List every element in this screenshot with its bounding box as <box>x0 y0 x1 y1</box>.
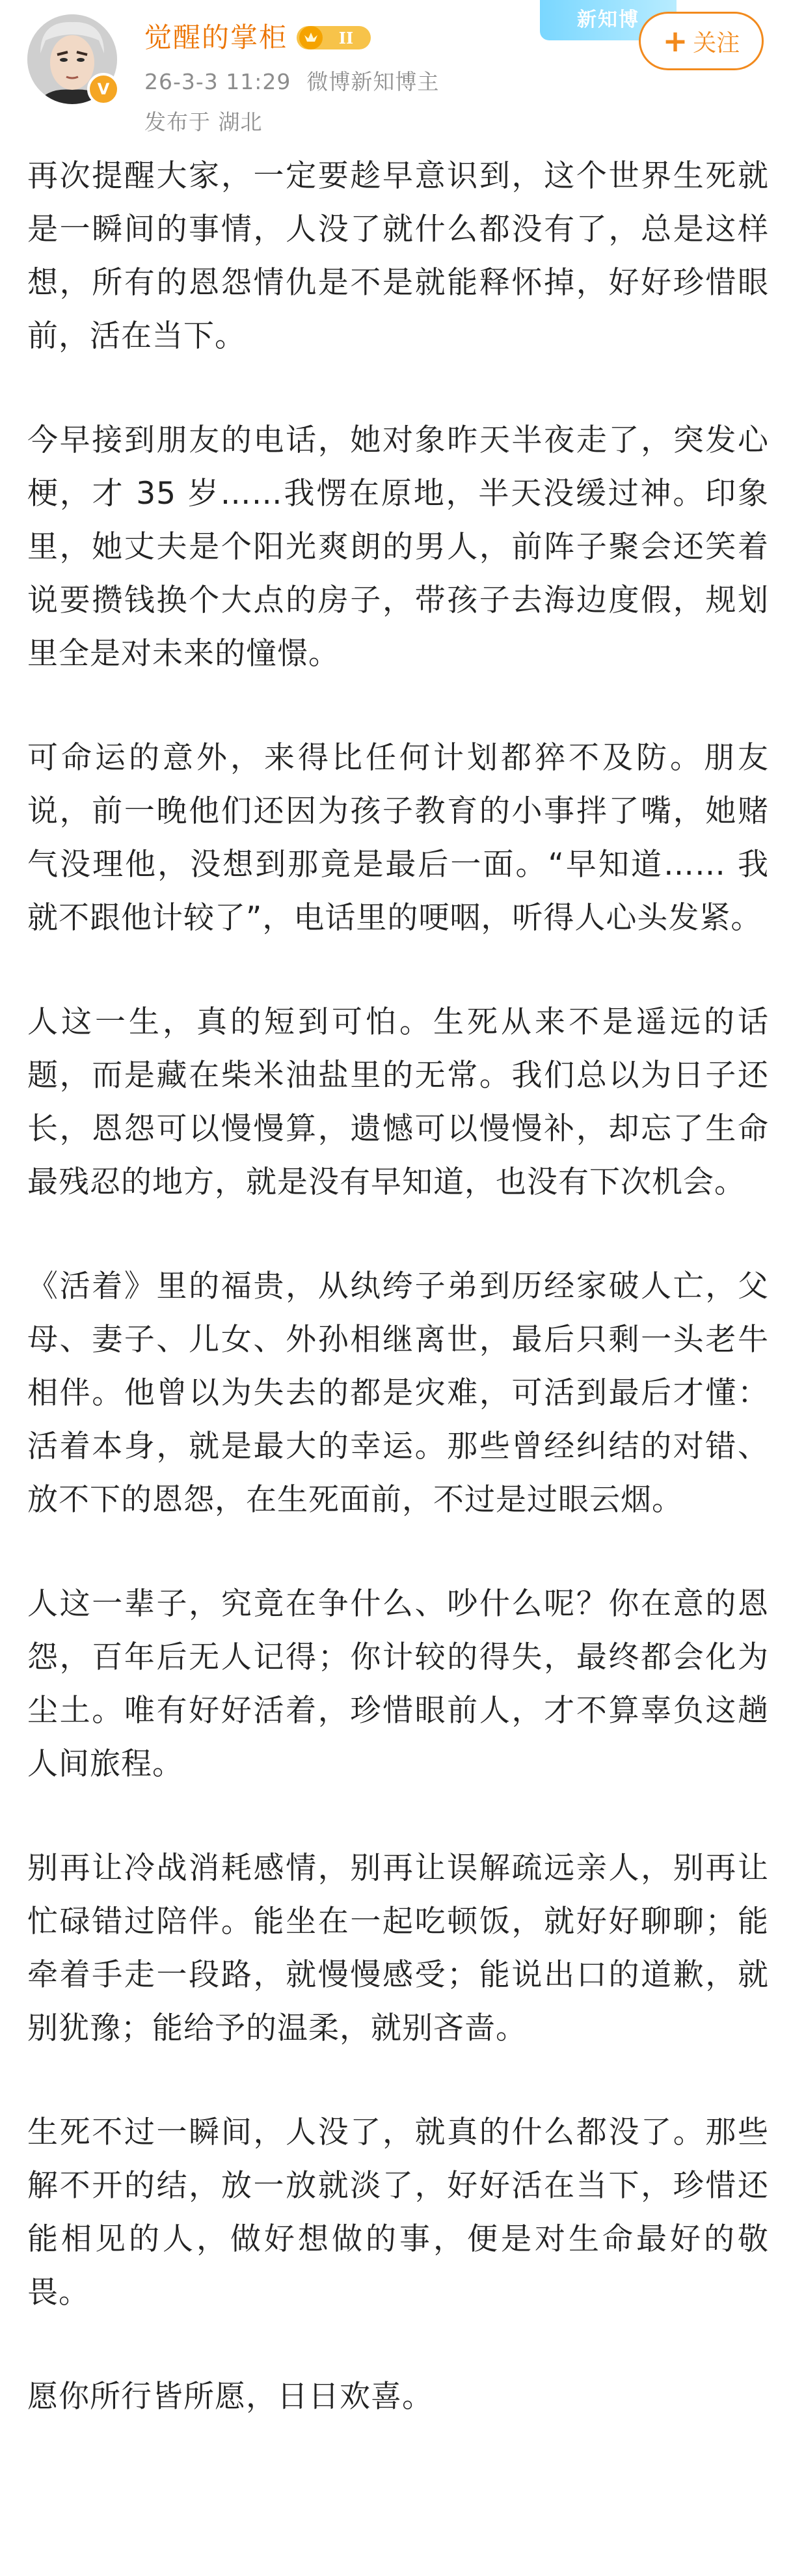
post-paragraph: 生死不过一瞬间，人没了，就真的什么都没了。那些解不开的结，放一放就淡了，好好活在当下，珍惜还能相见的人，做好想做的事，便是对生命最好的敬畏。 <box>27 2115 769 2310</box>
author-name[interactable]: 觉醒的掌柜 <box>144 21 288 53</box>
post-meta <box>144 68 439 96</box>
post-paragraph: 《活着》里的福贵，从纨绔子弟到历经家破人亡，父母、妻子、儿女、外孙相继离世，最后只剩一头老牛相伴。他曾以为失去的都是灾难，可活到最后才懂：活着本身，就是最大的幸运。那些曾经纠结的对错、放不下的恩怨，在生死面前，不过是过眼云烟。 <box>27 1268 769 1518</box>
fan-level-text: II <box>338 29 354 48</box>
post-body <box>27 150 769 2474</box>
plus-icon: + <box>662 23 688 59</box>
post-paragraph: 愿你所行皆所愿，日日欢喜。 <box>27 2379 433 2415</box>
author-name-row <box>144 20 372 56</box>
follow-button-label: 关注 <box>693 29 740 57</box>
post-paragraph: 别再让冷战消耗感情，别再让误解疏远亲人，别再让忙碌错过陪伴。能坐在一起吃顿饭，就好好聊聊；能牵着手走一段路，就慢慢感受；能说出口的道歉，就别犹豫；能给予的温柔，就别吝啬。 <box>27 1850 769 2046</box>
post-paragraph: 可命运的意外，来得比任何计划都猝不及防。朋友说，前一晚他们还因为孩子教育的小事拌了嘴，她赌气没理他，没想到那竟是最后一面。“早知道…… 我就不跟他计较了”，电话里的哽咽，听得人心头发紧。 <box>27 740 769 936</box>
follow-button[interactable] <box>639 12 764 70</box>
post-paragraph: 今早接到朋友的电话，她对象昨天半夜走了，突发心梗，才 35 岁……我愣在原地，半天没缓过神。印象里，她丈夫是个阳光爽朗的男人，前阵子聚会还笑着说要攒钱换个大点的房子，带孩子去海边度假，规划里全是对未来的憧憬。 <box>27 422 769 672</box>
author-tag[interactable]: 微博新知博主 <box>306 69 440 94</box>
topic-tag[interactable]: 新知博 <box>540 0 677 40</box>
fan-level-badge-icon <box>295 22 372 53</box>
post-header <box>0 0 791 150</box>
verified-badge-icon: V <box>87 73 120 105</box>
post-location: 发布于 湖北 <box>144 109 263 135</box>
post-paragraph: 人这一辈子，究竟在争什么、吵什么呢？你在意的恩怨，百年后无人记得；你计较的得失，最终都会化为尘土。唯有好好活着，珍惜眼前人，才不算辜负这趟人间旅程。 <box>27 1586 769 1782</box>
post-time: 26-3-3 11:29 <box>144 69 291 94</box>
post-paragraph: 人这一生，真的短到可怕。生死从来不是遥远的话题，而是藏在柴米油盐里的无常。我们总以为日子还长，恩怨可以慢慢算，遗憾可以慢慢补，却忘了生命最残忍的地方，就是没有早知道，也没有下次机会。 <box>27 1004 769 1200</box>
post-paragraph: 再次提醒大家，一定要趁早意识到，这个世界生死就是一瞬间的事情，人没了就什么都没有了，总是这样想，所有的恩怨情仇是不是就能释怀掉，好好珍惜眼前，活在当下。 <box>27 158 769 354</box>
